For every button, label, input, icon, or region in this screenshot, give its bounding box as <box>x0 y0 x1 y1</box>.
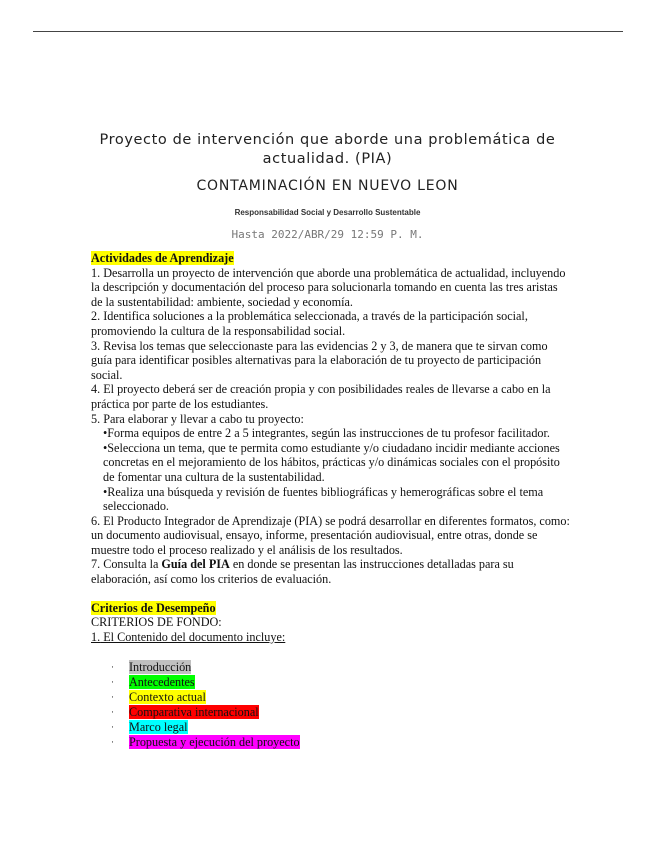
deadline: Hasta 2022/ABR/29 12:59 P. M. <box>231 228 424 241</box>
activity-item: 6. El Producto Integrador de Aprendizaje (PIA) se podrá desarrollar en diferentes formatos, como: un documento audiovisual, ensayo, informe, presentación audiovisual, entre otras, donde se muestre todo el proceso realizado y el análisis de los resultados. <box>91 513 570 557</box>
item7-text-rest: en donde se presentan las instrucciones detalladas para su elaboración, así como los criterios de evaluación. <box>91 557 514 587</box>
criteria-fondo: CRITERIOS DE FONDO: <box>91 615 222 630</box>
list-item <box>91 674 571 689</box>
activity-subitem: •Realiza una búsqueda y revisión de fuentes bibliográficas y hemerográficas sobre el tema seleccionado. <box>103 484 544 514</box>
top-rule <box>33 31 623 32</box>
list-item-label: Introducción <box>129 659 192 674</box>
course-name: Responsabilidad Social y Desarrollo Sustentable <box>234 208 421 217</box>
activity-item: 5. Para elaborar y llevar a cabo tu proyecto: <box>91 411 304 426</box>
list-item-label: Comparativa internacional <box>129 704 259 719</box>
topic-title: CONTAMINACIÓN EN NUEVO LEON <box>196 178 459 194</box>
activities-heading: Actividades de Aprendizaje <box>91 251 234 265</box>
page-title: Proyecto de intervención que aborde una problemática de actualidad. (PIA) <box>99 132 556 167</box>
list-item <box>91 704 571 719</box>
list-item-label: Marco legal <box>129 719 188 734</box>
pia-guide-ref: Guía del PIA <box>161 557 230 572</box>
bullet-icon: · <box>111 661 114 672</box>
list-item-label: Contexto actual <box>129 689 206 704</box>
activity-item: 4. El proyecto deberá ser de creación propia y con posibilidades reales de llevarse a cabo en la práctica por parte de los estudiantes. <box>91 382 551 411</box>
list-item <box>91 689 571 704</box>
activity-subitem: •Selecciona un tema, que te permita como estudiante y/o ciudadano incidir mediante acciones concretas en el mejoramiento de los hábitos, prácticas y/o dinámicas sociales con el propósito de fomentar una cultura de la sustentabilidad. <box>103 440 560 484</box>
list-item <box>91 734 571 749</box>
bullet-icon: · <box>111 736 114 747</box>
content-criterion <box>91 630 571 645</box>
activity-subitem: •Forma equipos de entre 2 a 5 integrantes, según las instrucciones de tu profesor facilitador. <box>103 426 550 441</box>
list-item-label: Propuesta y ejecución del proyecto <box>129 734 300 749</box>
criterion-number: 1. <box>91 629 101 644</box>
activity-item: 3. Revisa los temas que seleccionaste para las evidencias 2 y 3, de manera que te sirvan como guía para identificar posibles alternativas para la elaboración de tu proyecto de participación social. <box>91 338 548 382</box>
assignment-body <box>91 251 571 749</box>
list-item <box>91 659 571 674</box>
activity-item: 1. Desarrolla un proyecto de intervención que aborde una problemática de actualidad, incluyendo la descripción y documentación del proceso para solucionarla tomando en cuenta las tres aristas de la sustentabilidad: ambiente, sociedad y economía. <box>91 265 566 309</box>
activity-item: 2. Identifica soluciones a la problemática seleccionada, a través de la participación social, promoviendo la cultura de la responsabilidad social. <box>91 309 528 338</box>
bullet-icon: · <box>111 721 114 732</box>
list-item <box>91 719 571 734</box>
bullet-icon: · <box>111 706 114 717</box>
criteria-heading: Criterios de Desempeño <box>91 600 216 615</box>
activity-item <box>91 557 571 586</box>
criterion-label: El Contenido del documento incluye: <box>100 629 286 644</box>
bullet-icon: · <box>111 691 114 702</box>
bullet-icon: · <box>111 676 114 687</box>
list-item-label: Antecedentes <box>129 674 195 689</box>
content-list <box>91 659 571 749</box>
item7-text: 7. Consulta la <box>91 557 162 572</box>
